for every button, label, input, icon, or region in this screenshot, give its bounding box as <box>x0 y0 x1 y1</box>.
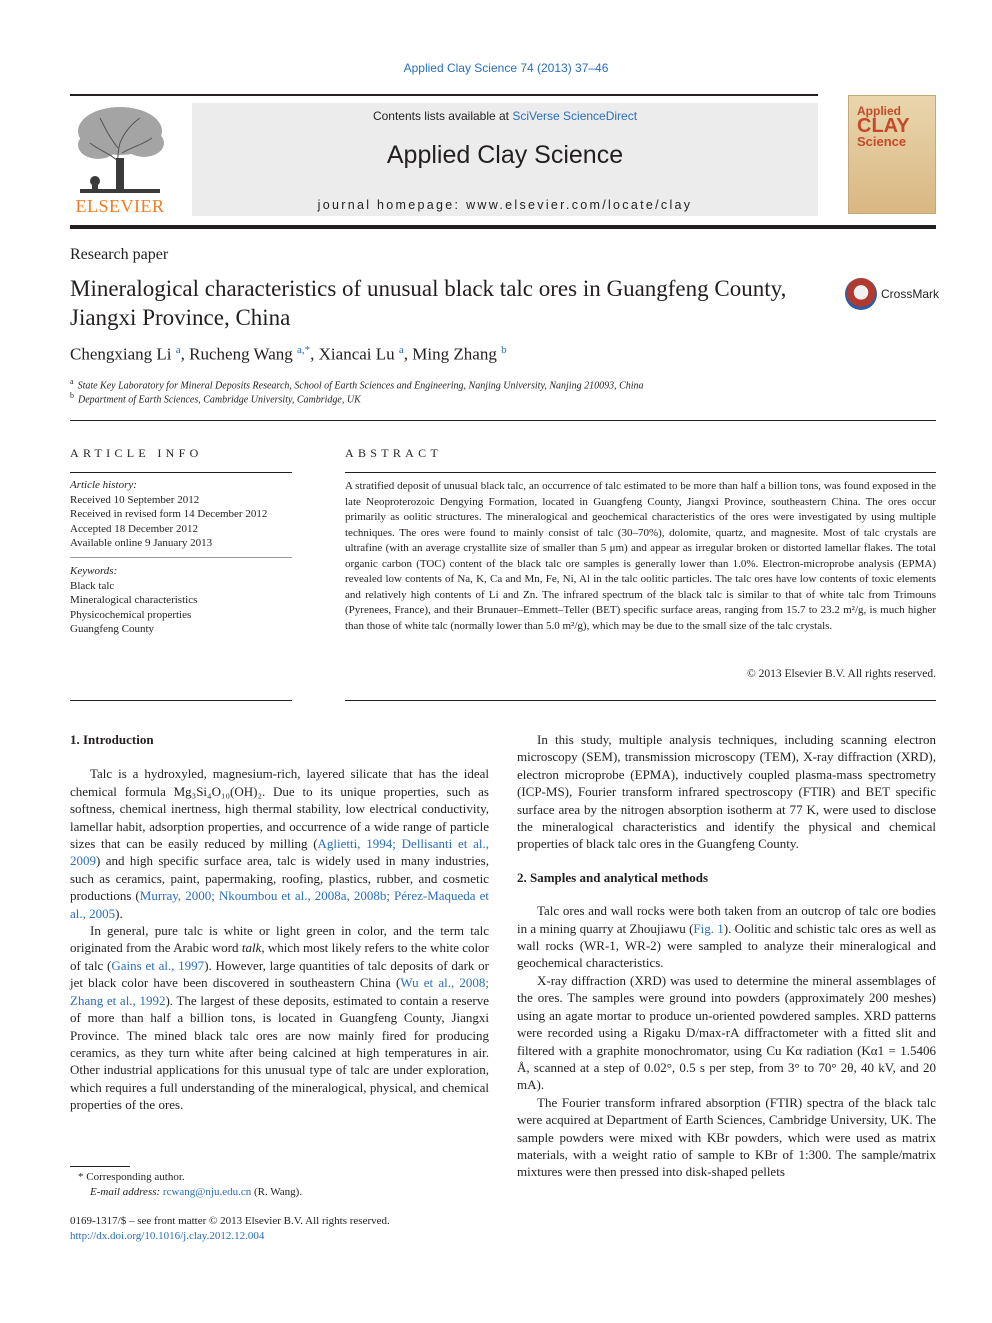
citation-link[interactable]: Gains et al., 1997 <box>111 957 205 973</box>
info-rule-top <box>70 472 292 473</box>
history-label: Article history: <box>70 479 137 491</box>
front-matter <box>70 1214 390 1244</box>
email-link[interactable]: rcwang@nju.edu.cn <box>162 1186 252 1198</box>
email-label: E-mail address: <box>90 1186 163 1198</box>
header-divider <box>70 225 936 229</box>
text-run: ). Oolitic and schistic talc ores as well as wall rocks (WR-1, WR-2) were sampled to analyze their mineralogical and geochemical characteristics. <box>517 920 936 971</box>
author-affil-sup[interactable]: a <box>398 344 404 356</box>
section-heading-introduction: 1. Introduction <box>70 732 154 747</box>
journal-citation[interactable]: Applied Clay Science 74 (2013) 37–46 <box>403 61 609 75</box>
history-received: Received 10 September 2012 <box>70 493 200 506</box>
author-name[interactable]: Ming Zhang <box>412 344 497 364</box>
figure-link[interactable]: Fig. 1 <box>693 920 724 936</box>
journal-banner <box>192 103 818 216</box>
sciencedirect-link[interactable]: SciVerse ScienceDirect <box>512 109 638 123</box>
text-run: ). <box>115 905 123 921</box>
methods-paragraph-1 <box>517 902 936 972</box>
corresponding-author-note: * Corresponding author. <box>78 1171 185 1183</box>
citation-link[interactable]: Murray, 2000; Nkoumbou et al., 2008a, 2008b; Pérez-Maqueda et al., 2005 <box>70 888 489 921</box>
history-accepted: Accepted 18 December 2012 <box>70 522 198 535</box>
affiliation-sup: b <box>70 391 74 400</box>
text-run: In general, pure talc is white or light green in color, and the term talc originated from the Arabic word <box>70 923 489 956</box>
info-rule-bottom <box>70 700 292 701</box>
info-divider <box>70 420 936 421</box>
affiliation-sup: a <box>70 377 74 386</box>
article-info-heading: ARTICLE INFO <box>70 446 203 460</box>
keyword-item: Guangfeng County <box>70 623 155 635</box>
author-name[interactable]: Xiancai Lu <box>318 344 395 364</box>
journal-homepage[interactable]: journal homepage: www.elsevier.com/locate/clay <box>317 198 693 212</box>
article-type: Research paper <box>70 246 169 263</box>
keywords-label: Keywords: <box>70 565 118 577</box>
email-suffix: (R. Wang). <box>251 1186 303 1198</box>
text-run: ) and high specific surface area, talc is widely used in many industries, such as ceramics, paint, papermaking, roofing, plastics, rubber, and cosmetic productions ( <box>70 853 489 904</box>
citation-link[interactable]: Wu et al., 2008; Zhang et al., 1992 <box>70 975 489 1008</box>
affiliation-text: State Key Laboratory for Mineral Deposits Research, School of Earth Sciences and Engineering, Nanjing University, Nanjing 210093, China <box>77 380 644 392</box>
author-name[interactable]: Rucheng Wang <box>189 344 293 364</box>
banner-top-rule <box>70 94 818 96</box>
issn-line: 0169-1317/$ – see front matter © 2013 Elsevier B.V. All rights reserved. <box>70 1215 390 1227</box>
intro-paragraph-1 <box>70 765 489 922</box>
cover-line-2: CLAY <box>857 115 910 137</box>
intro-paragraph-2 <box>70 922 489 1113</box>
author-list: Chengxiang Li $^a$, Rucheng Wang $^{a,*}$, Xiancai Lu $^a$, Ming Zhang $^b$ <box>70 344 507 364</box>
citation-link[interactable]: Aglietti, 1994; Dellisanti et al., 2009 <box>70 836 489 869</box>
author-name[interactable]: Chengxiang Li <box>70 344 172 364</box>
elsevier-wordmark: ELSEVIER <box>75 196 165 216</box>
crossmark-badge[interactable] <box>845 278 945 310</box>
contents-line <box>192 109 818 123</box>
section-heading-methods: 2. Samples and analytical methods <box>517 869 709 885</box>
elsevier-tree-icon <box>70 103 170 195</box>
keyword-item: Physicochemical properties <box>70 608 192 621</box>
footnotes <box>70 1170 302 1200</box>
italic-term: talk <box>241 940 262 956</box>
intro-paragraph-3: In this study, multiple analysis techniques, including scanning electron microscopy (SEM), transmission microscopy (TEM), X-ray diffraction (XRD), electron microprobe (EPMA), inductively coupled plasma-mass spectrometry (ICP-MS), Fourier transform infrared spectroscopy (FTIR) and BET specific surface area by the nitrogen absorption isotherm at 77 K, were used to disclose the mineralogical characteristics and identify the physical and chemical properties of black talc ores in the Guangfeng County. <box>517 732 936 852</box>
abstract-copyright: © 2013 Elsevier B.V. All rights reserved. <box>747 668 936 680</box>
footnote-rule <box>70 1166 130 1167</box>
keywords <box>70 564 292 637</box>
crossmark-icon <box>845 278 877 310</box>
text-run: ). The largest of these deposits, estimated to contain a reserve of more than half a billion tons, is located in Guangfeng County, Jiangxi Province. The mined black talc ores are now mainly fired for producing ceramics, as they turn white after being calcined at high temperatures in air. Other industrial applications for this unusual type of talc are under exploration, which requires a full understanding of the mineralogical, physical, and chemical properties of the ores. <box>70 992 489 1113</box>
keyword-item: Mineralogical characteristics <box>70 594 198 606</box>
email-note <box>70 1185 302 1200</box>
body-column-right <box>517 731 936 1181</box>
affiliation-b <box>70 391 361 405</box>
abstract-heading: ABSTRACT <box>345 446 443 460</box>
journal-title: Applied Clay Science <box>386 141 624 169</box>
body-column-left <box>70 731 489 1114</box>
text-run: , which most likely refers to the white color of talc ( <box>70 940 489 973</box>
doi-link[interactable]: http://dx.doi.org/10.1016/j.clay.2012.12.004 <box>70 1230 265 1242</box>
methods-paragraph-2: X-ray diffraction (XRD) was used to determine the mineral assemblages of the ores. The samples were ground into powders (approximately 200 meshes) using an agate mortar to produce un-oriented powdered samples. XRD patterns were recorded using a Rigaku D/max-rA diffractometer with a fitted slit and filtered with a graphite monochromator, using Cu Kα radiation (Kα1 = 1.5406 Å, scanned at a step of 0.02°, 0.5 s per step, from 3° to 70° 2θ, 40 kV, and 20 mA). <box>517 972 936 1093</box>
author-affil-sup[interactable]: a,* <box>297 344 311 356</box>
history-revised: Received in revised form 14 December 2012 <box>70 508 268 520</box>
author-affil-sup[interactable]: b <box>501 344 507 356</box>
article-title: Mineralogical characteristics of unusual black talc ores in Guangfeng County, Jiangxi Province, China <box>70 276 787 330</box>
abstract-rule-top <box>345 472 936 473</box>
elsevier-logo[interactable] <box>70 103 170 215</box>
methods-paragraph-3: The Fourier transform infrared absorption (FTIR) spectra of the black talc were acquired at Department of Earth Sciences, Cambridge University, UK. The sample powders were mixed with KBr powders, which were used as matrix materials, with a weight ratio of sample to KBr of 1:300. The sample/matrix mixtures were then pressed into disk-shaped pellets <box>517 1094 936 1180</box>
contents-prefix: Contents lists available at <box>372 109 513 123</box>
keyword-item: Black talc <box>70 579 115 592</box>
author-affil-sup[interactable]: a <box>175 344 181 356</box>
affiliation-a <box>70 377 644 391</box>
article-history <box>70 478 292 551</box>
info-rule-mid <box>70 557 292 558</box>
crossmark-label: CrossMark <box>881 287 940 301</box>
abstract-text: A stratified deposit of unusual black talc, an occurrence of talc estimated to be more than half a billion tons, was found exposed in the late Neoproterozoic Dengying Formation, located in Guangfeng County, Jiangxi Province, southeastern China. The ores occur primarily as oolitic structures. The mineralogical and geochemical characteristics of the ores were investigated by using multiple techniques. The ores were found to mainly consist of talc (30–70%), dolomite, quartz, and magnesite. Most of talc crystals are ultrafine (with an average crystallite size of smaller than 5 μm) and appear as irregular broken or distorted lamellar flakes. The total organic carbon (TOC) content of the black talc ore samples is generally lower than 1.0%. Electron-microprobe analysis (EPMA) revealed low contents of Na, K, Ca and Mn, Fe, Ni, Al in the talc oolitic particles. The talc ores have low contents of toxic elements and relatively high contents of Li and Zn. The infrared spectrum of the black talc is similar to that of white talc from Trimouns (Pyrenees, France), and their Brunauer–Emmett–Teller (BET) specific surface areas, ranging from 15.7 to 23.2 m²/g, is much higher than those of white talc (normally lower than 5.0 m²/g), which may be due to the small size of the talc crystals. <box>345 480 936 632</box>
abstract-rule-bottom <box>345 700 936 701</box>
text-run: Talc ores and wall rocks were both taken from an outcrop of talc ore bodies in a mining quarry at Zhoujiawu ( <box>517 903 936 936</box>
journal-cover-image[interactable] <box>848 95 936 214</box>
text-run: Talc is a hydroxyled, magnesium-rich, layered silicate that has the ideal chemical formula Mg₃Si₄O₁₀(OH)₂. Due to its unique properties, such as softness, chemical inertness, high thermal stability, low electrical conductivity, lamellar habit, adsorption properties, and occurrence of a wide range of particle sizes that can be easily reduced by milling ( <box>70 766 489 852</box>
cover-line-3: Science <box>857 134 907 149</box>
affiliation-text: Department of Earth Sciences, Cambridge University, Cambridge, UK <box>78 394 361 406</box>
history-online: Available online 9 January 2013 <box>70 537 213 549</box>
cover-line-1: Applied <box>857 104 901 118</box>
text-run: ). However, large quantities of talc deposits of dark or jet black color have been discovered in southeastern China ( <box>70 957 489 991</box>
